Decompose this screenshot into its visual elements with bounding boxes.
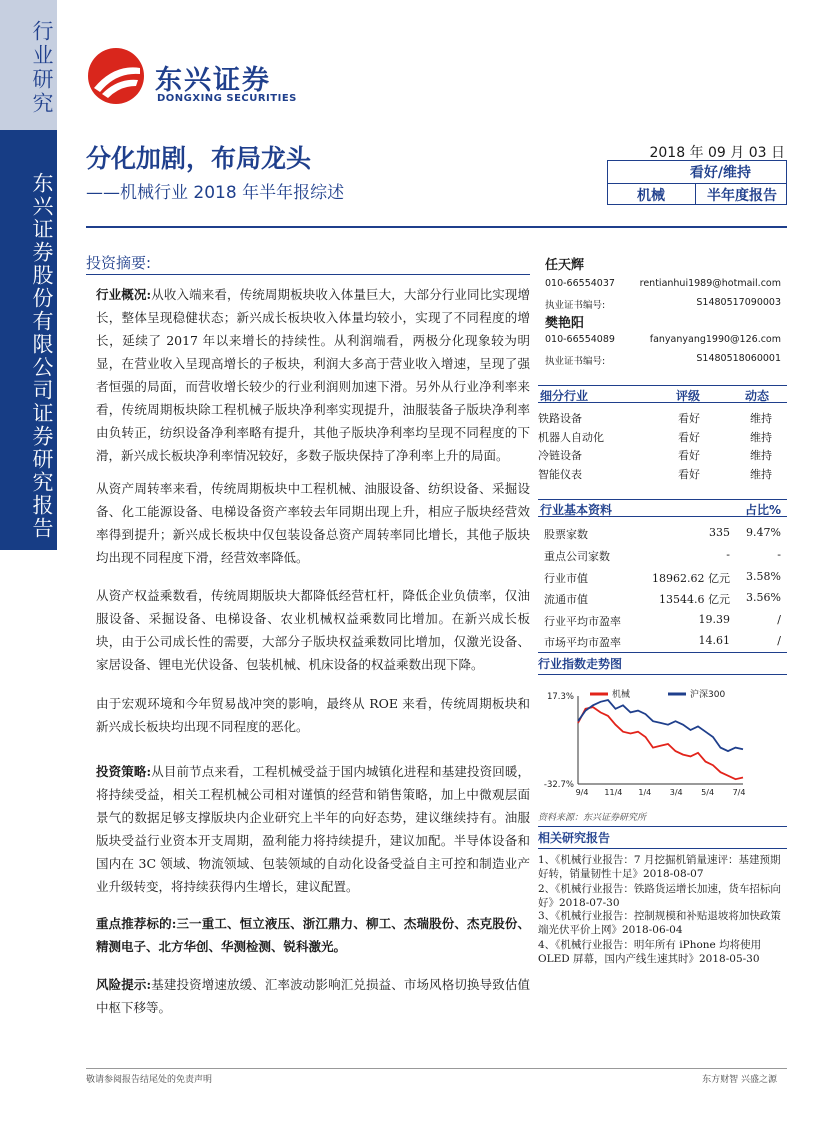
rating-badge: 看好/维持 xyxy=(689,165,751,181)
related-report-item[interactable]: 1、《机械行业报告：7 月挖掘机销量速评：基建预期好转，销量韧性十足》2018-08-07 xyxy=(538,854,781,880)
footer-disclaimer: 敬请参阅报告结尾处的免责声明 xyxy=(86,1075,213,1085)
summary-paragraph-roe: 由于宏观环境和今年贸易战冲突的影响，最终从 ROE 来看，传统周期板块和新兴成长板块均出现不同程度的恶化。 xyxy=(96,696,530,734)
analyst-phone: 010-66554037 xyxy=(545,278,615,289)
sidebar-top-label: 行业研究 xyxy=(30,20,54,116)
x-tick-label: 3/4 xyxy=(669,788,683,797)
overview-label: 行业概况: xyxy=(96,287,152,302)
related-reports-heading: 相关研究报告 xyxy=(538,831,611,845)
series-line-1 xyxy=(578,700,743,751)
sidebar-top xyxy=(0,0,57,130)
index-line-chart xyxy=(538,684,787,802)
picks-label: 重点推荐标的: xyxy=(96,916,177,931)
sidebar-bottom-label: 东兴证券股份有限公司证券研究报告 xyxy=(30,172,54,540)
report-title: 分化加剧，布局龙头 xyxy=(86,144,312,173)
report-meta-box xyxy=(607,140,787,204)
analyst-email[interactable]: fanyanyang1990@126.com xyxy=(649,334,781,345)
col-header: 行业基本资料 xyxy=(540,503,613,517)
col-header: 细分行业 xyxy=(540,389,589,403)
sidebar-bottom xyxy=(0,130,57,550)
related-report-item[interactable]: 2、《机械行业报告：铁路货运增长加速，货车招标向好》2018-07-30 xyxy=(538,883,781,909)
col-header: 动态 xyxy=(745,389,770,403)
left-sidebar xyxy=(0,0,57,1122)
sub-industry-table-header xyxy=(538,385,787,403)
x-tick-label: 7/4 xyxy=(732,788,746,797)
summary-paragraph-turnover: 从资产周转率来看，传统周期板块中工程机械、油服设备、纺织设备、采掘设备、化工能源设备、电梯设备资产率较去年同期出现上升，相应子版块经营效率得到提升；新兴成长板块中仅包装设备总资产周转率同比增长，其他子版块均出现不同程度下滑，经营效率降低。 xyxy=(96,481,530,565)
analyst-cert: S1480518060001 xyxy=(696,353,781,364)
related-report-item[interactable]: 3、《机械行业报告：控制规模和补贴退坡将加快政策端光伏平价上网》2018-06-04 xyxy=(538,910,781,936)
analyst-cert: S1480517090003 xyxy=(696,297,781,308)
report-subtitle: ——机械行业 2018 年半年报综述 xyxy=(86,183,345,203)
col-header: 占比% xyxy=(744,503,781,517)
analyst-cert-label: 执业证书编号: xyxy=(545,300,606,311)
analyst-email[interactable]: rentianhui1989@hotmail.com xyxy=(639,278,781,289)
chart-source: 资料来源：东兴证券研究所 xyxy=(538,813,647,823)
summary-paragraph-picks: 重点推荐标的:三一重工、恒立液压、浙江鼎力、柳工、杰瑞股份、杰克股份、精测电子、北方华创、华测检测、锐科激光。 xyxy=(96,916,530,954)
related-report-item[interactable]: 4、《机械行业报告：明年所有 iPhone 均将使用 OLED 屏幕，国内产线生速其时》2018-05-30 xyxy=(538,939,762,965)
summary-paragraph-equity: 从资产权益乘数看，传统周期版块大都降低经营杠杆，降低企业负债率，仅油服设备、采掘设备、电梯设备、农业机械权益乘数同比增加。在新兴成长板块，由于公司成长性的需要，大部分子版块权益乘数同比增加，仅激光设备、家居设备、锂电光伏设备、包装机械、机床设备的权益乘数出现下降。 xyxy=(96,588,530,672)
industry-tag: 机械 xyxy=(637,188,665,204)
index-chart-title: 行业指数走势图 xyxy=(538,657,623,671)
analyst-phone: 010-66554089 xyxy=(545,334,615,345)
summary-paragraph-strategy: 投资策略:从目前节点来看，工程机械受益于国内城镇化进程和基建投资回暖，将持续受益，相关工程机械公司相对谨慎的经营和销售策略，加上中微观层面景气的数据足够支撑版块内企业研究上半年的向好态势，建议继续持有。油服版块受益行业资本开支周期，盈利能力将持续提升，建议加配。半导体设备和国内在 3C 领域、物流领域、包装领域的自动化设备受益自主可控和制造业产业升级转变，将持续获得内生增长，建议配置。 xyxy=(96,764,530,894)
brand-name-cn: 东兴证券 xyxy=(155,65,271,96)
legend-label: 机械 xyxy=(612,690,631,700)
strategy-label: 投资策略: xyxy=(96,764,152,779)
x-tick-label: 9/4 xyxy=(575,788,589,797)
analyst-name: 樊艳阳 xyxy=(545,316,585,331)
summary-paragraph-overview: 行业概况:从收入端来看，传统周期板块收入体量巨大，大部分行业同比实现增长，整体呈现稳健状态；新兴成长板块收入体量均较小，实现了不同程度的增长，延续了 2017 年以来增长的持续性。从利润端看，两极分化现象较为明显，在营业收入呈现高增长的子板块，利润大多高于营业收入增速，呈现了强者恒强的局面，而营收增长较少的行业利润则加速下滑。另外从行业净利率来看，传统周期板块除工程机械子版块净利率实现提升，油服装备子版块净利率由负转正，纺织设备净利率略有提升，其他子版块净利率均呈现不同程度的下滑，新兴成长板块净利率情况较好，多数子版块保持了净利率上升的局面。 xyxy=(96,287,530,463)
y-tick-label: -32.7% xyxy=(543,780,574,790)
header-divider xyxy=(86,226,787,228)
dongxing-logo-icon xyxy=(86,46,146,106)
analyst-name: 任天辉 xyxy=(545,258,585,273)
summary-heading: 投资摘要: xyxy=(86,254,152,272)
x-tick-label: 11/4 xyxy=(604,788,623,797)
legend-label: 沪深300 xyxy=(690,690,726,700)
report-type-tag: 半年度报告 xyxy=(707,188,777,204)
footer-slogan: 东方财智 兴盛之源 xyxy=(702,1075,777,1085)
brand-name-en: DONGXING SECURITIES xyxy=(157,93,297,104)
x-tick-label: 1/4 xyxy=(638,788,652,797)
col-header: 评级 xyxy=(676,389,701,403)
y-tick-label: 17.3% xyxy=(546,692,574,702)
risk-label: 风险提示: xyxy=(96,977,152,992)
x-tick-label: 5/4 xyxy=(701,788,715,797)
summary-paragraph-risk: 风险提示:基建投资增速放缓、汇率波动影响汇兑损益、市场风格切换导致估值中枢下移等。 xyxy=(96,977,530,1015)
basic-info-table-header xyxy=(538,499,787,517)
analyst-cert-label: 执业证书编号: xyxy=(545,356,606,367)
report-date: 2018 年 09 月 03 日 xyxy=(649,145,785,161)
